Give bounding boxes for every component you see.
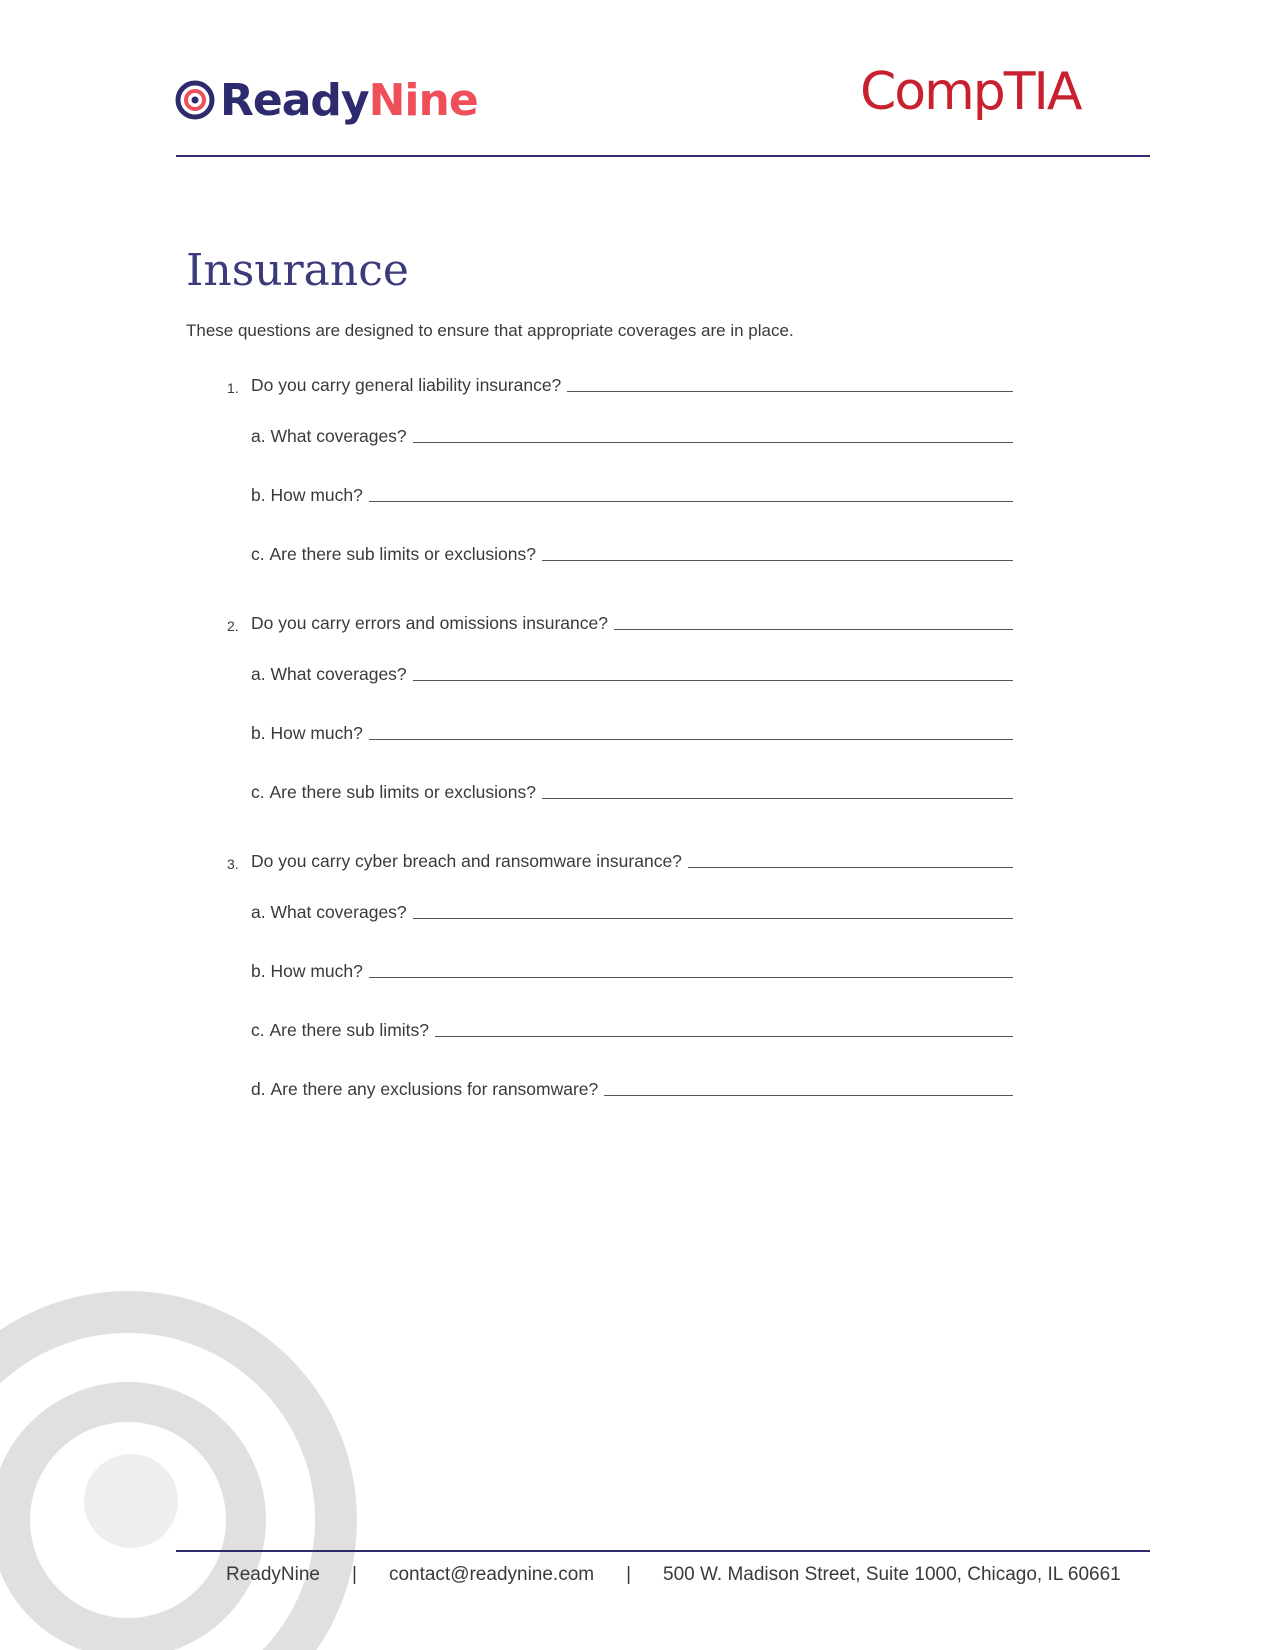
sub-text: Are there sub limits or exclusions? xyxy=(269,544,536,564)
question-1b xyxy=(251,482,1013,506)
question-number: 3. xyxy=(227,856,239,872)
question-1 xyxy=(227,372,1013,396)
answer-line[interactable] xyxy=(567,391,1013,392)
question-3a xyxy=(251,899,1013,923)
header-divider xyxy=(176,155,1150,157)
sub-letter: a. xyxy=(251,664,266,684)
sub-text: What coverages? xyxy=(270,426,407,446)
question-number: 2. xyxy=(227,618,239,634)
answer-line[interactable] xyxy=(369,977,1013,978)
question-2c xyxy=(251,779,1013,803)
question-number: 1. xyxy=(227,380,239,396)
sub-letter: c. xyxy=(251,544,265,564)
answer-line[interactable] xyxy=(413,918,1013,919)
readynine-logo xyxy=(174,70,478,130)
sub-letter: a. xyxy=(251,902,266,922)
intro-text: These questions are designed to ensure that appropriate coverages are in place. xyxy=(186,321,794,340)
answer-line[interactable] xyxy=(688,867,1013,868)
footer-separator: | xyxy=(352,1564,357,1585)
answer-line[interactable] xyxy=(542,798,1013,799)
sub-letter: b. xyxy=(251,961,266,981)
question-2a xyxy=(251,661,1013,685)
answer-line[interactable] xyxy=(369,739,1013,740)
question-3b xyxy=(251,958,1013,982)
sub-text: How much? xyxy=(270,485,363,505)
question-1c xyxy=(251,541,1013,565)
sub-letter: c. xyxy=(251,782,265,802)
footer-separator: | xyxy=(626,1564,632,1585)
question-text: Do you carry general liability insurance? xyxy=(251,375,562,395)
question-3 xyxy=(227,848,1013,872)
answer-line[interactable] xyxy=(369,501,1013,502)
answer-line[interactable] xyxy=(413,442,1013,443)
sub-letter: c. xyxy=(251,1020,265,1040)
answer-line[interactable] xyxy=(614,629,1013,630)
answer-line[interactable] xyxy=(435,1036,1013,1037)
footer-divider xyxy=(176,1550,1150,1552)
readynine-watermark-icon xyxy=(0,1280,400,1650)
sub-letter: b. xyxy=(251,485,266,505)
readynine-target-icon xyxy=(174,79,216,121)
footer-company: ReadyNine xyxy=(226,1564,320,1585)
footer-address: 500 W. Madison Street, Suite 1000, Chicago, IL 60661 xyxy=(663,1564,1121,1585)
sub-letter: a. xyxy=(251,426,266,446)
sub-letter: b. xyxy=(251,723,266,743)
question-2 xyxy=(227,610,1013,634)
question-3d xyxy=(251,1076,1013,1100)
question-text: Do you carry cyber breach and ransomware insurance? xyxy=(251,851,682,871)
footer xyxy=(226,1564,1121,1586)
question-1a xyxy=(251,423,1013,447)
comptia-logo: CompTIA xyxy=(860,62,1081,122)
logo-nine-text: Nine xyxy=(368,74,478,126)
sub-text: How much? xyxy=(270,723,363,743)
question-3c xyxy=(251,1017,1013,1041)
page-title: Insurance xyxy=(186,245,409,296)
footer-email[interactable]: contact@readynine.com xyxy=(388,1564,595,1585)
sub-text: Are there sub limits or exclusions? xyxy=(269,782,536,802)
logo-ready-text: Ready xyxy=(220,74,369,126)
answer-line[interactable] xyxy=(413,680,1013,681)
sub-text: How much? xyxy=(270,961,363,981)
sub-letter: d. xyxy=(251,1079,266,1099)
sub-text: What coverages? xyxy=(270,902,407,922)
answer-line[interactable] xyxy=(604,1095,1013,1096)
answer-line[interactable] xyxy=(542,560,1013,561)
sub-text: Are there any exclusions for ransomware? xyxy=(270,1079,599,1099)
question-text: Do you carry errors and omissions insurance? xyxy=(251,613,608,633)
sub-text: What coverages? xyxy=(270,664,407,684)
sub-text: Are there sub limits? xyxy=(269,1020,430,1040)
question-2b xyxy=(251,720,1013,744)
